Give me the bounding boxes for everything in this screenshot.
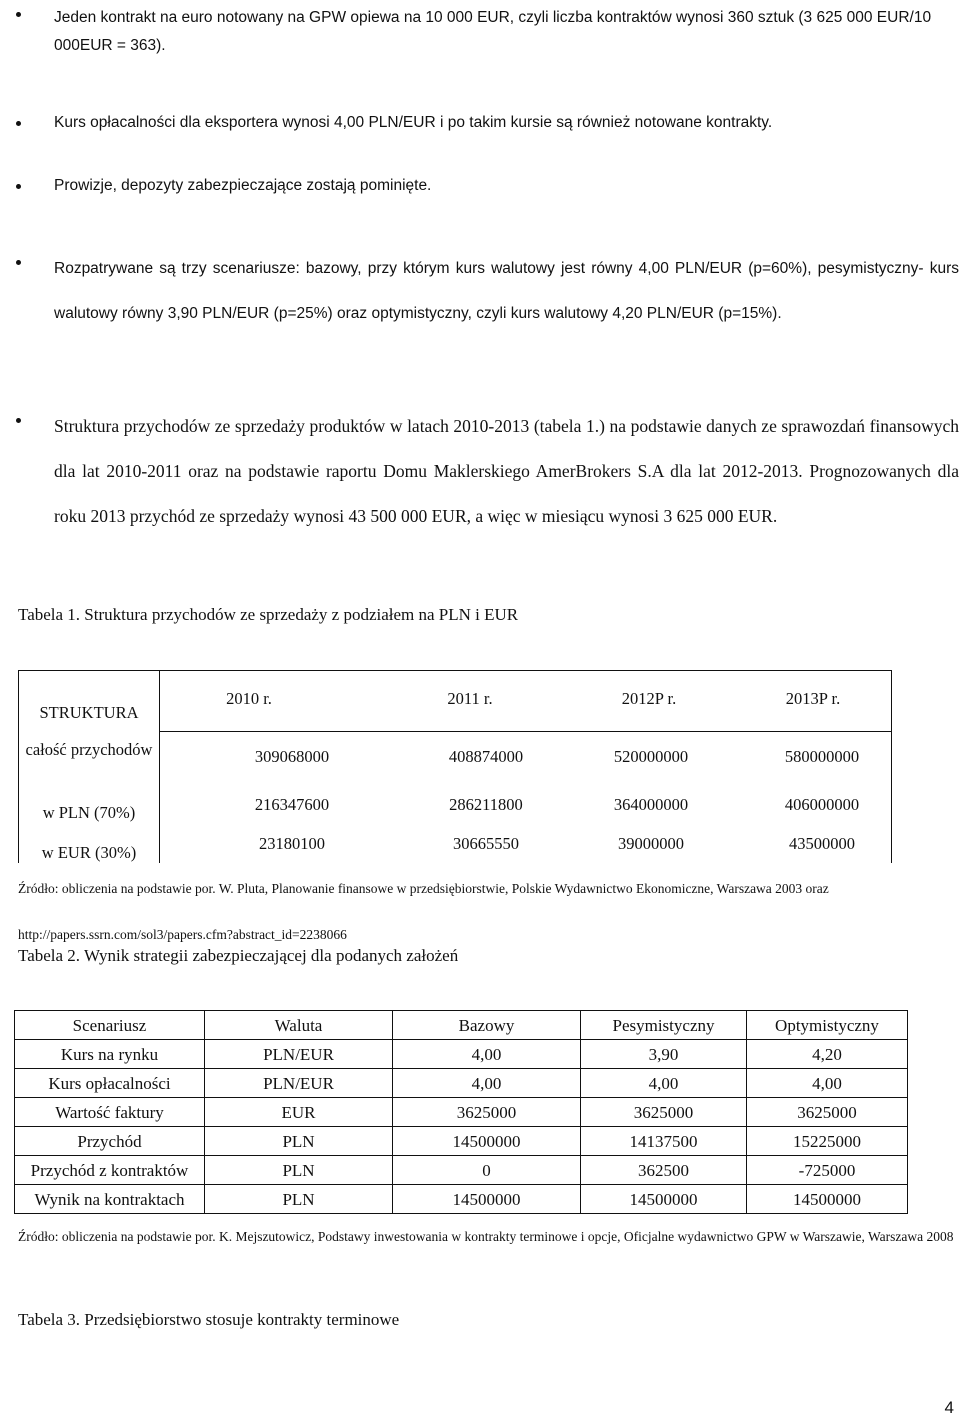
table2-cell: Kurs na rynku bbox=[15, 1040, 205, 1069]
table2-cell: 4,00 bbox=[393, 1069, 581, 1098]
bullet-item bbox=[54, 246, 959, 336]
table1-cell: 364000000 bbox=[613, 795, 689, 814]
table2-cell: 362500 bbox=[581, 1156, 747, 1185]
table1-cell: 216347600 bbox=[254, 795, 330, 814]
table1-cell: 43500000 bbox=[789, 834, 855, 853]
table2-cell: 0 bbox=[393, 1156, 581, 1185]
table1-cell: 520000000 bbox=[613, 747, 689, 766]
table2 bbox=[14, 1010, 908, 1214]
table1-year: 2013P r. bbox=[785, 689, 841, 708]
bullet-dot-icon bbox=[16, 260, 21, 265]
bullet-dot-icon bbox=[16, 418, 21, 423]
bullet-text: Rozpatrywane są trzy scenariusze: bazowy, przy którym kurs walutowy jest równy 4,00 PLN/EUR (p=60%), pesymistyczny- kurs walutowy równy 3,90 PLN/EUR (p=25%) oraz optymistyczny, czyli kurs walutowy 4,20 PLN/EUR (p=15%). bbox=[54, 260, 959, 322]
bullet-item bbox=[54, 4, 959, 60]
table2-header-cell: Waluta bbox=[205, 1011, 393, 1040]
table1-cell: 39000000 bbox=[618, 834, 684, 853]
table2-cell: 3625000 bbox=[747, 1098, 908, 1127]
table2-cell: 4,00 bbox=[393, 1040, 581, 1069]
bullet-text: Prowizje, depozyty zabezpieczające zostają pominięte. bbox=[54, 177, 432, 194]
table1-row-label: w EUR (30%) bbox=[41, 843, 137, 862]
table2-cell: 15225000 bbox=[747, 1127, 908, 1156]
bullet-item bbox=[54, 176, 959, 196]
table2-cell: 3625000 bbox=[393, 1098, 581, 1127]
bullet-item bbox=[54, 404, 959, 539]
table1-row-label: całość przychodów bbox=[25, 740, 153, 759]
table-row bbox=[15, 1156, 908, 1185]
table2-cell: 14500000 bbox=[581, 1185, 747, 1214]
table2-cell: 14500000 bbox=[393, 1127, 581, 1156]
table1-cell: 286211800 bbox=[449, 795, 523, 814]
table2-caption: Tabela 2. Wynik strategii zabezpieczającej dla podanych założeń bbox=[18, 946, 459, 965]
table2-cell: 4,00 bbox=[747, 1069, 908, 1098]
table2-cell: 14137500 bbox=[581, 1127, 747, 1156]
bullet-dot-icon bbox=[16, 12, 21, 17]
table1-cell: 23180100 bbox=[259, 834, 325, 853]
table1-year: 2010 r. bbox=[226, 689, 272, 708]
table2-header-cell: Scenariusz bbox=[15, 1011, 205, 1040]
page-number: 4 bbox=[944, 1398, 954, 1417]
bullet-dot-icon bbox=[16, 184, 21, 189]
table1-source: Źródło: obliczenia na podstawie por. W. Pluta, Planowanie finansowe w przedsiębiorstwie, Polskie Wydawnictwo Ekonomiczne, Warszawa 2003 oraz http://papers.ssrn.com/sol3/papers.cfm?abstract_id=2238066 bbox=[18, 881, 829, 942]
table2-cell: 4,20 bbox=[747, 1040, 908, 1069]
table1-cell: 406000000 bbox=[784, 795, 860, 814]
table2-header-row bbox=[15, 1011, 908, 1040]
table2-header-cell: Bazowy bbox=[393, 1011, 581, 1040]
table2-source: Źródło: obliczenia na podstawie por. K. Mejszutowicz, Podstawy inwestowania w kontrakty terminowe i opcje, Oficjalne wydawnictwo GPW w Warszawie, Warszawa 2008 bbox=[18, 1229, 954, 1244]
table2-cell: 14500000 bbox=[747, 1185, 908, 1214]
table2-cell: Kurs opłacalności bbox=[15, 1069, 205, 1098]
table2-header-cell: Pesymistyczny bbox=[581, 1011, 747, 1040]
bullet-text: Struktura przychodów ze sprzedaży produktów w latach 2010-2013 (tabela 1.) na podstawie danych ze sprawozdań finansowych dla lat 2010-2011 oraz na podstawie raportu Domu Maklerskiego AmerBrokers S.A dla lat 2012-2013. Prognozowanych dla roku 2013 przychód ze sprzedaży wynosi 43 500 000 EUR, a więc w miesiącu wynosi 3 625 000 EUR. bbox=[54, 416, 959, 526]
table2-cell: -725000 bbox=[747, 1156, 908, 1185]
table1-cell: 580000000 bbox=[784, 747, 860, 766]
bullet-item bbox=[54, 113, 959, 133]
table-row bbox=[15, 1069, 908, 1098]
table1-divider bbox=[159, 731, 891, 732]
table1 bbox=[18, 670, 892, 863]
table2-cell: 4,00 bbox=[581, 1069, 747, 1098]
table2-cell: 3,90 bbox=[581, 1040, 747, 1069]
table1-year: 2011 r. bbox=[447, 689, 493, 708]
table-row bbox=[15, 1127, 908, 1156]
table2-cell: PLN/EUR bbox=[205, 1069, 393, 1098]
table2-cell: PLN bbox=[205, 1127, 393, 1156]
table1-year: 2012P r. bbox=[621, 689, 677, 708]
bullet-text: Jeden kontrakt na euro notowany na GPW opiewa na 10 000 EUR, czyli liczba kontraktów wynosi 360 sztuk (3 625 000 EUR/10 000EUR = 363). bbox=[54, 9, 932, 54]
table-row bbox=[15, 1040, 908, 1069]
table2-cell: Przychód bbox=[15, 1127, 205, 1156]
bullet-dot-icon bbox=[16, 121, 21, 126]
table1-cell: 30665550 bbox=[453, 834, 519, 853]
bullet-text: Kurs opłacalności dla eksportera wynosi 4,00 PLN/EUR i po takim kursie są również notowane kontrakty. bbox=[54, 114, 773, 131]
table2-cell: Wartość faktury bbox=[15, 1098, 205, 1127]
table3-caption: Tabela 3. Przedsiębiorstwo stosuje kontrakty terminowe bbox=[18, 1310, 400, 1329]
table1-cell: 408874000 bbox=[448, 747, 524, 766]
table2-cell: Przychód z kontraktów bbox=[15, 1156, 205, 1185]
table2-cell: EUR bbox=[205, 1098, 393, 1127]
table2-cell: Wynik na kontraktach bbox=[15, 1185, 205, 1214]
table2-cell: 3625000 bbox=[581, 1098, 747, 1127]
table2-header-cell: Optymistyczny bbox=[747, 1011, 908, 1040]
table2-cell: 14500000 bbox=[393, 1185, 581, 1214]
table-row bbox=[15, 1098, 908, 1127]
table2-cell: PLN/EUR bbox=[205, 1040, 393, 1069]
table2-cell: PLN bbox=[205, 1156, 393, 1185]
table2-cell: PLN bbox=[205, 1185, 393, 1214]
table1-cell: 309068000 bbox=[254, 747, 330, 766]
table1-caption: Tabela 1. Struktura przychodów ze sprzedaży z podziałem na PLN i EUR bbox=[18, 605, 519, 624]
table1-header-label: STRUKTURA bbox=[39, 703, 139, 722]
table-row bbox=[15, 1185, 908, 1214]
table1-row-label: w PLN (70%) bbox=[42, 803, 136, 822]
